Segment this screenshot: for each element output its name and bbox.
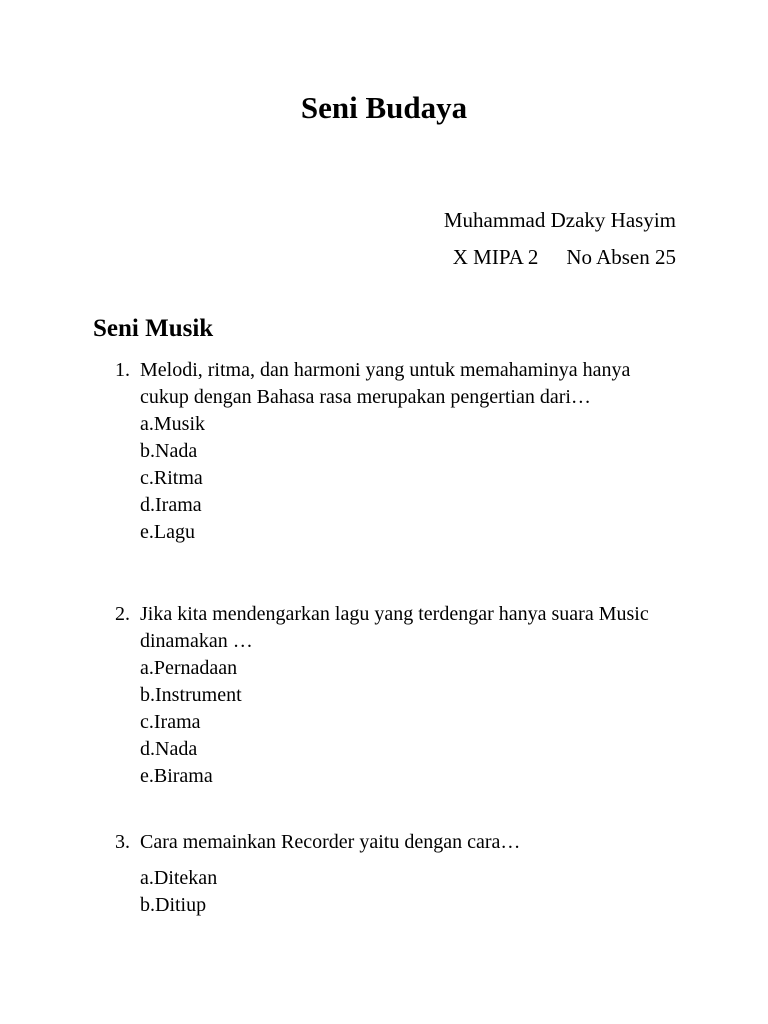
- answer-options: [140, 865, 675, 919]
- answer-option: a.Ditekan: [140, 867, 218, 889]
- document-title: Seni Budaya: [300, 90, 468, 125]
- answer-option: c.Irama: [140, 711, 201, 733]
- class-absen-line: [380, 239, 676, 276]
- question-text: Jika kita mendengarkan lagu yang terdengar hanya suara Music dinamakan …: [140, 603, 649, 652]
- question-number: 3.: [115, 831, 130, 853]
- question-text: Melodi, ritma, dan harmoni yang untuk memahaminya hanya cukup dengan Bahasa rasa merupakan pengertian dari…: [140, 359, 631, 408]
- question-2: [115, 601, 675, 790]
- section-title: Seni Musik: [93, 315, 214, 342]
- answer-option: e.Birama: [140, 765, 213, 787]
- author-block: [380, 202, 676, 276]
- question-text: Cara memainkan Recorder yaitu dengan cara…: [140, 831, 521, 853]
- answer-option: c.Ritma: [140, 467, 203, 489]
- question-number: 2.: [115, 603, 130, 625]
- answer-options: [140, 411, 675, 546]
- student-class: X MIPA 2: [452, 245, 539, 269]
- student-absen: No Absen 25: [566, 245, 676, 269]
- answer-option: d.Irama: [140, 494, 202, 516]
- author-name: Muhammad Dzaky Hasyim: [443, 208, 676, 232]
- answer-option: e.Lagu: [140, 521, 195, 543]
- answer-option: b.Nada: [140, 440, 198, 462]
- answer-option: a.Musik: [140, 413, 205, 435]
- answer-option: b.Instrument: [140, 684, 242, 706]
- answer-options: [140, 655, 675, 790]
- question-3: [115, 829, 675, 919]
- answer-option: a.Pernadaan: [140, 657, 238, 679]
- answer-option: d.Nada: [140, 738, 198, 760]
- question-1: [115, 357, 675, 546]
- answer-option: b.Ditiup: [140, 894, 207, 916]
- question-number: 1.: [115, 359, 130, 381]
